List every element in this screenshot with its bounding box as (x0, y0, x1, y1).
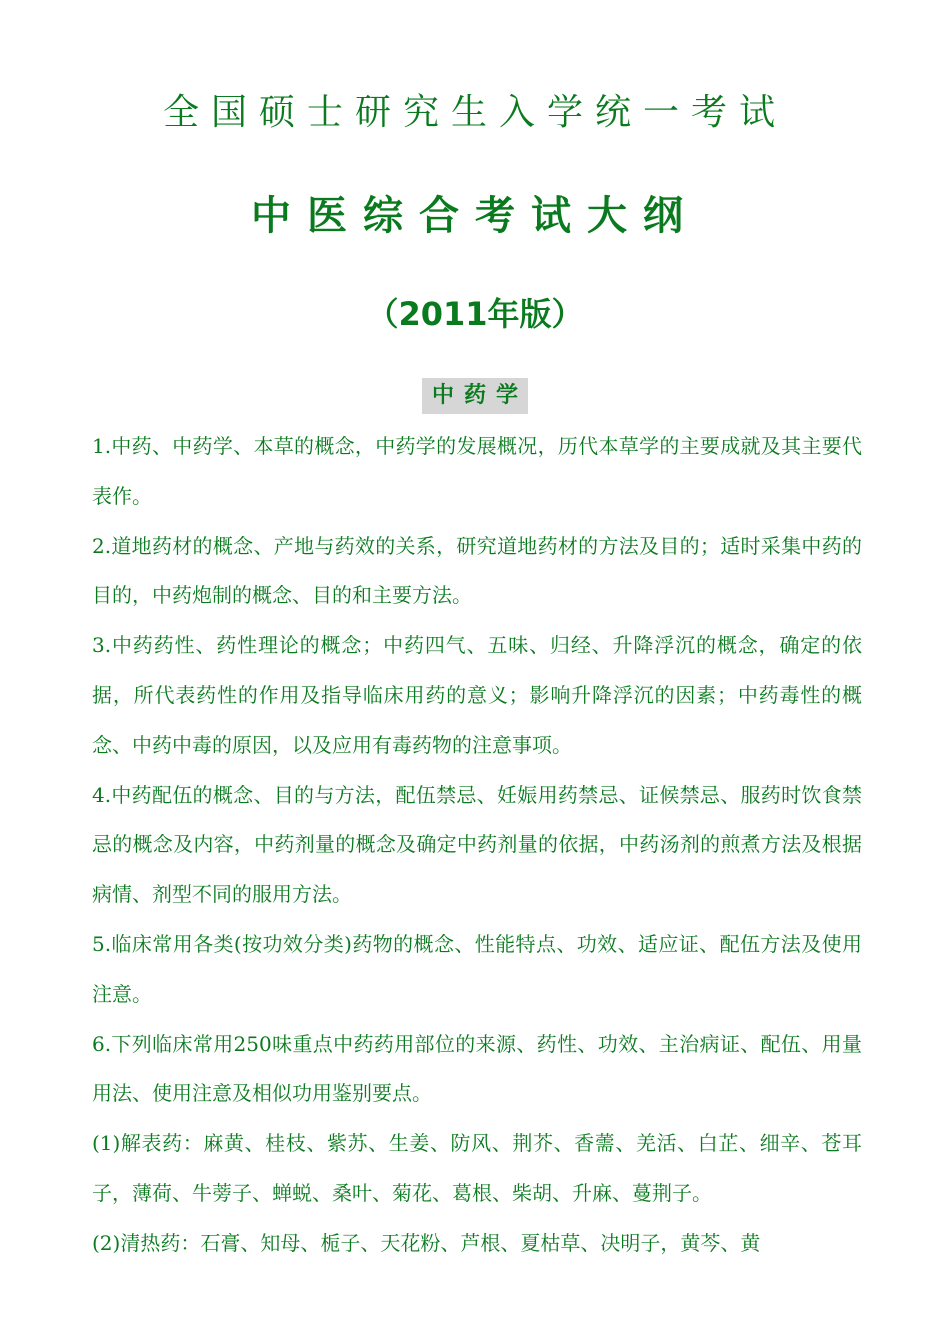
paragraph-1: 1.中药、中药学、本草的概念，中药学的发展概况，历代本草学的主要成就及其主要代表作。 (92, 434, 862, 508)
section-heading-container (0, 378, 950, 414)
paragraph-7: (1)解表药：麻黄、桂枝、紫苏、生姜、防风、荆芥、香薷、羌活、白芷、细辛、苍耳子，薄荷、牛蒡子、蝉蜕、桑叶、菊花、葛根、柴胡、升麻、蔓荆子。 (92, 1131, 862, 1205)
edition-label: （2011年版） (366, 295, 584, 333)
paragraph-8: (2)清热药：石膏、知母、栀子、天花粉、芦根、夏枯草、决明子，黄芩、黄 (92, 1230, 761, 1255)
exam-title: 全国硕士研究生入学统一考试 (162, 92, 787, 133)
paragraph-2: 2.道地药材的概念、产地与药效的关系，研究道地药材的方法及目的；适时采集中药的目的，中药炮制的概念、目的和主要方法。 (92, 533, 862, 608)
paragraph-3: 3.中药药性、药性理论的概念；中药四气、五味、归经、升降浮沉的概念，确定的依据，所代表药性的作用及指导临床用药的意义；影响升降浮沉的因素；中药毒性的概念、中药中毒的原因，以及应用有毒药物的注意事项。 (92, 633, 862, 757)
section-heading: 中药学 (422, 378, 528, 414)
syllabus-title: 中医综合考试大纲 (251, 193, 699, 239)
paragraph-5: 5.临床常用各类(按功效分类)药物的概念、性能特点、功效、适应证、配伍方法及使用注意。 (92, 931, 862, 1006)
paragraph-6: 6.下列临床常用250味重点中药药用部位的来源、药性、功效、主治病证、配伍、用量用法、使用注意及相似功用鉴别要点。 (92, 1031, 862, 1106)
paragraph-4: 4.中药配伍的概念、目的与方法，配伍禁忌、妊娠用药禁忌、证候禁忌、服药时饮食禁忌的概念及内容，中药剂量的概念及确定中药剂量的依据，中药汤剂的煎煮方法及根据病情、剂型不同的服用方法。 (92, 782, 862, 907)
syllabus-body (92, 422, 862, 1269)
